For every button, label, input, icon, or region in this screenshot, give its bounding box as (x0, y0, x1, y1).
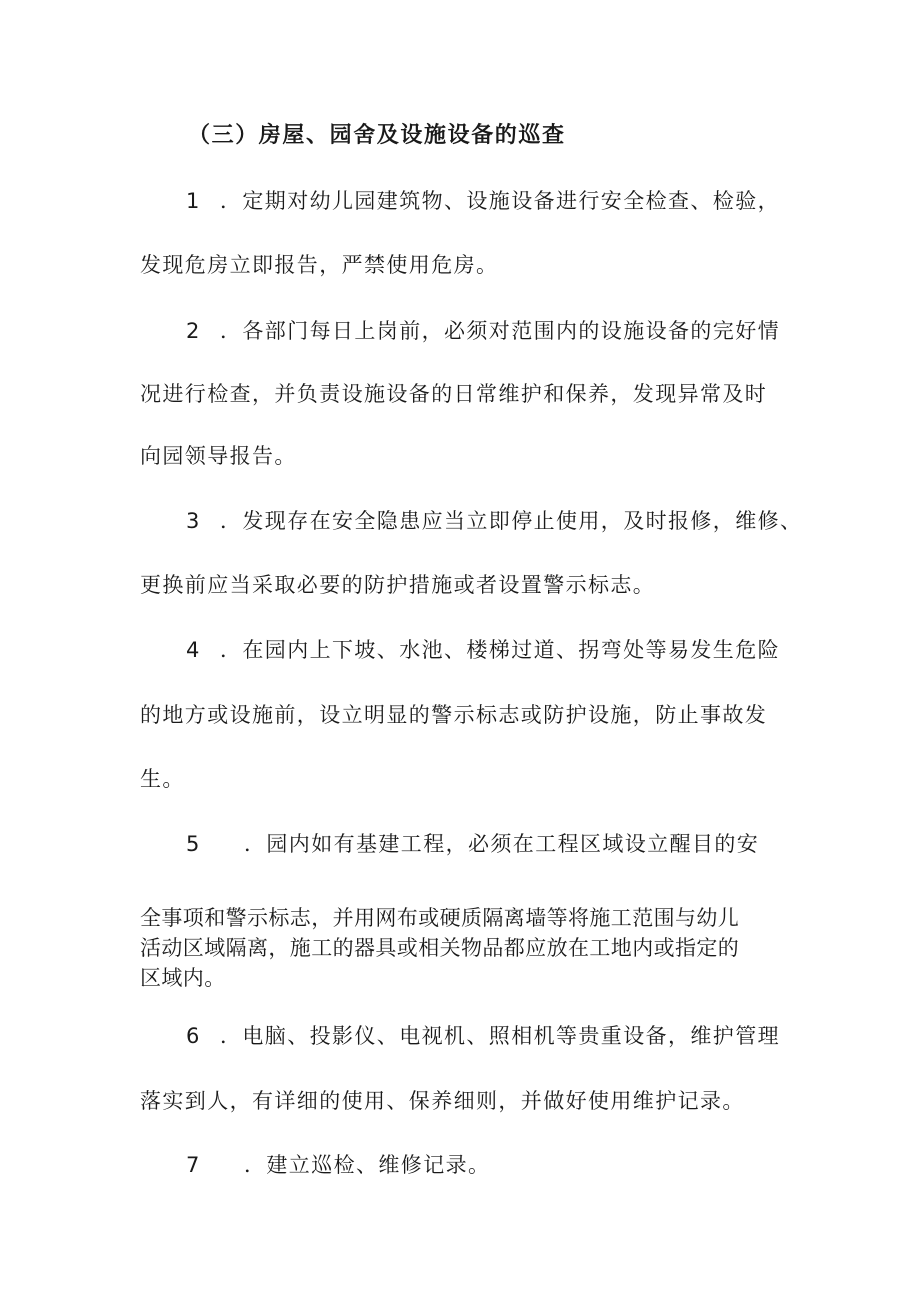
item-2-first-line (186, 316, 780, 346)
item-1-line-2: 发现危房立即报告，严禁使用危房。 (140, 253, 499, 277)
item-4-number: 4 (186, 638, 201, 662)
item-7-text: ．建立巡检、维修记录。 (244, 1153, 491, 1177)
item-2-text: ．各部门每日上岗前，必须对范围内的设施设备的完好情 (220, 319, 780, 343)
item-5-line-3: 活动区域隔离，施工的器具或相关物品都应放在工地内或指定的 (140, 936, 740, 960)
item-5-line-2: 全事项和警示标志，并用网布或硬质隔离墙等将施工范围与幼儿 (140, 906, 740, 930)
item-4-line-2: 的地方或设施前，设立明显的警示标志或防护设施，防止事故发 (140, 703, 768, 727)
item-7-first-line (186, 1150, 490, 1180)
item-7-number: 7 (186, 1153, 201, 1177)
item-3-number: 3 (186, 509, 201, 533)
item-6-first-line (186, 1021, 780, 1051)
item-2-line-3: 向园领导报告。 (140, 444, 297, 468)
item-4-first-line (186, 635, 780, 665)
section-heading: （三）房屋、园舍及设施设备的巡查 (188, 123, 566, 148)
item-5-number: 5 (186, 832, 201, 856)
item-6-number: 6 (186, 1024, 201, 1048)
item-2-line-2: 况进行检查，并负责设施设备的日常维护和保养，发现异常及时 (140, 382, 768, 406)
item-3-line-2: 更换前应当采取必要的防护措施或者设置警示标志。 (140, 573, 656, 597)
item-5-text: ．园内如有基建工程，必须在工程区域设立醒目的安 (244, 832, 760, 856)
item-3-first-line (186, 506, 802, 536)
item-4-text: ．在园内上下坡、水池、楼梯过道、拐弯处等易发生危险 (220, 638, 780, 662)
item-5-line-4: 区域内。 (140, 966, 226, 990)
item-5-first-line (186, 829, 759, 859)
item-6-text: ．电脑、投影仪、电视机、照相机等贵重设备，维护管理 (220, 1024, 780, 1048)
item-1-number: 1 (186, 189, 201, 213)
item-1-text: ．定期对幼儿园建筑物、设施设备进行安全检查、检验， (220, 189, 780, 213)
item-4-line-3: 生。 (140, 767, 185, 791)
item-1-first-line (186, 186, 780, 216)
item-2-number: 2 (186, 319, 201, 343)
item-3-text: ．发现存在安全隐患应当立即停止使用，及时报修，维修、 (220, 509, 803, 533)
item-6-line-2: 落实到人，有详细的使用、保养细则，并做好使用维护记录。 (140, 1089, 745, 1113)
